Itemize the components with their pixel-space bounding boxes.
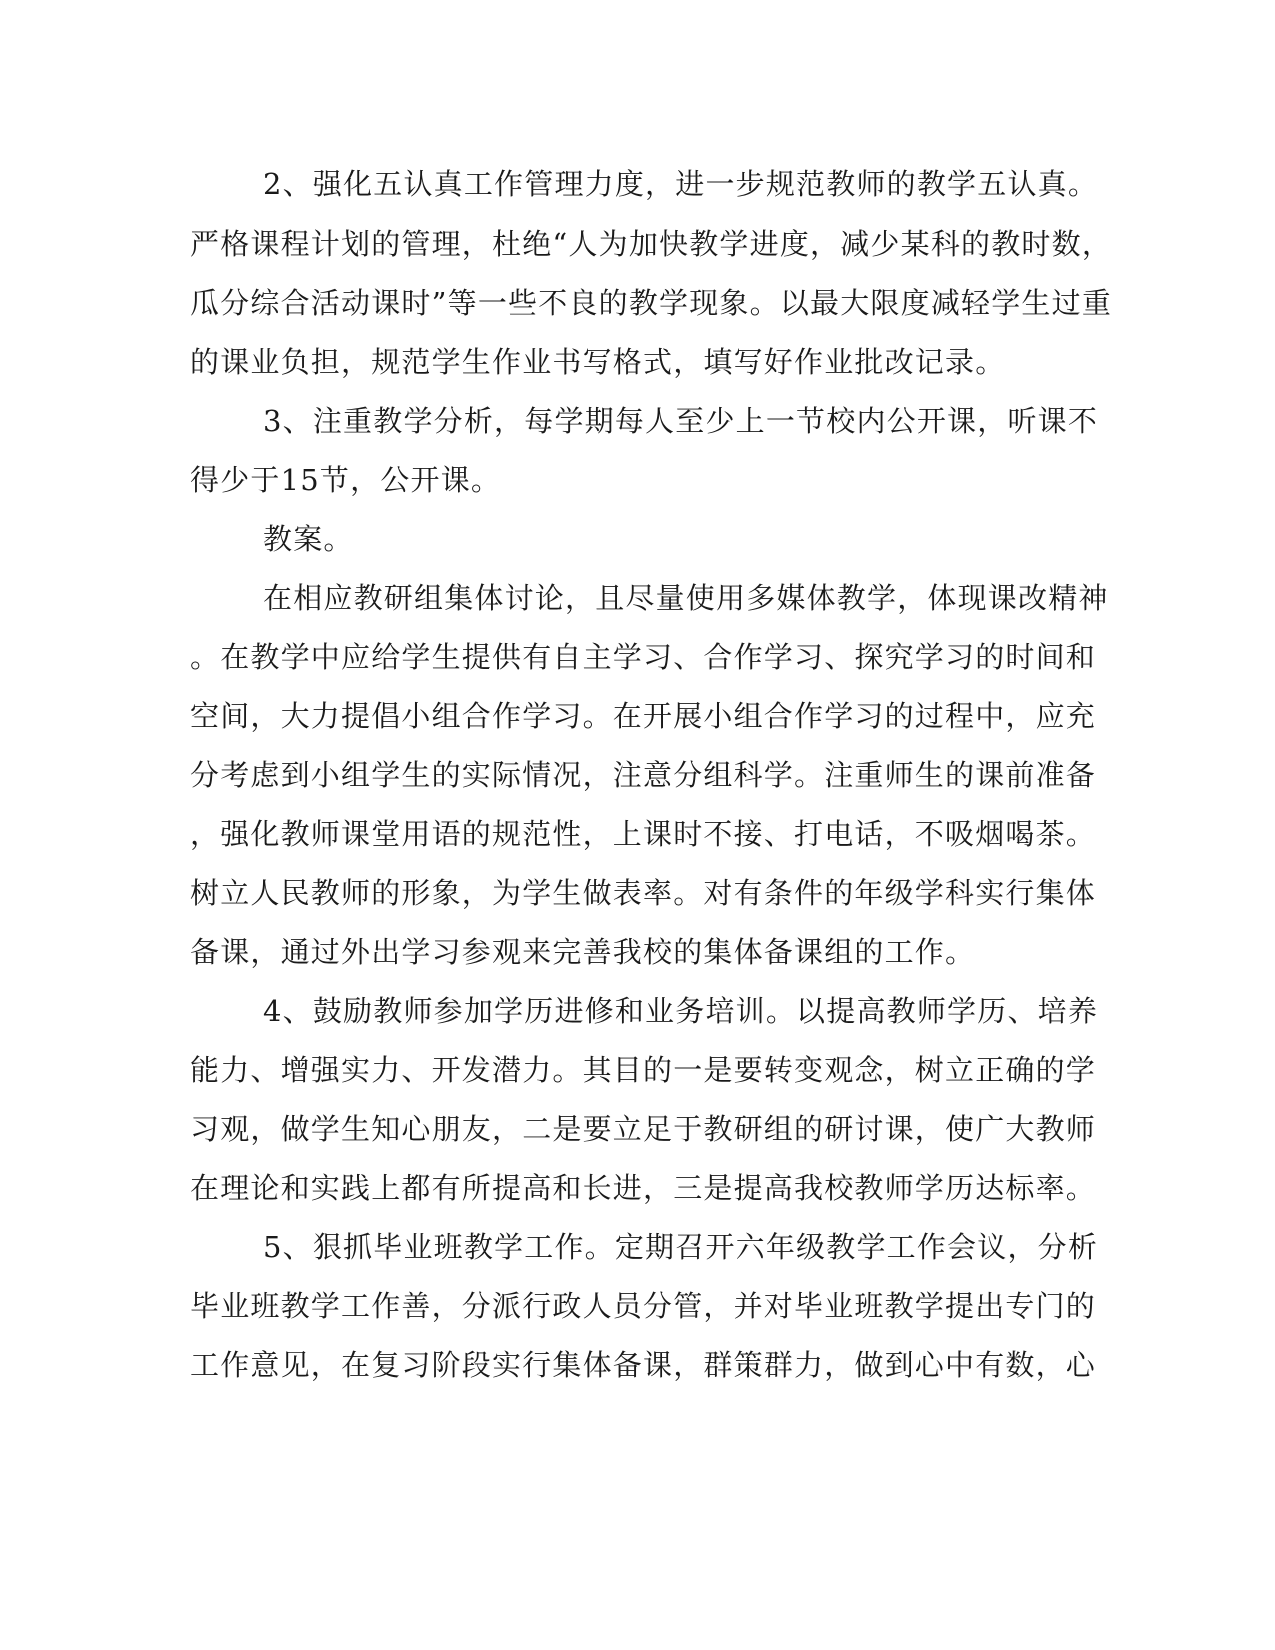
paragraph-4-line-1: 4、鼓励教师参加学历进修和业务培训。以提高教师学历、培养	[263, 994, 1099, 1028]
paragraph-lesson-plan: 教案。	[263, 522, 354, 556]
paragraph-5-line-3: 工作意见，在复习阶段实行集体备课，群策群力，做到心中有数，心	[190, 1348, 1097, 1382]
paragraph-4-line-2: 能力、增强实力、开发潜力。其目的一是要转变观念，树立正确的学	[190, 1053, 1097, 1087]
paragraph-discussion-line-5: ，强化教师课堂用语的规范性，上课时不接、打电话，不吸烟喝茶。	[190, 817, 1097, 851]
paragraph-5-line-2: 毕业班教学工作善，分派行政人员分管，并对毕业班教学提出专门的	[190, 1289, 1097, 1323]
paragraph-3-line-2: 得少于15节，公开课。	[190, 463, 502, 497]
paragraph-discussion-line-1: 在相应教研组集体讨论，且尽量使用多媒体教学，体现课改精神	[263, 581, 1109, 615]
paragraph-discussion-line-3: 空间，大力提倡小组合作学习。在开展小组合作学习的过程中，应充	[190, 699, 1097, 733]
paragraph-discussion-line-6: 树立人民教师的形象，为学生做表率。对有条件的年级学科实行集体	[190, 876, 1097, 910]
paragraph-2-line-3: 瓜分综合活动课时”等一些不良的教学现象。以最大限度减轻学生过重	[190, 286, 1113, 320]
paragraph-4-line-4: 在理论和实践上都有所提高和长进，三是提高我校教师学历达标率。	[190, 1171, 1097, 1205]
paragraph-discussion-line-4: 分考虑到小组学生的实际情况，注意分组科学。注重师生的课前准备	[190, 758, 1097, 792]
paragraph-3-line-1: 3、注重教学分析，每学期每人至少上一节校内公开课，听课不	[263, 404, 1099, 438]
paragraph-2-line-1: 2、强化五认真工作管理力度，进一步规范教师的教学五认真。	[263, 167, 1099, 201]
paragraph-2-line-2: 严格课程计划的管理，杜绝“人为加快教学进度，减少某科的教时数，	[190, 227, 1113, 261]
paragraph-5-line-1: 5、狠抓毕业班教学工作。定期召开六年级教学工作会议，分析	[263, 1230, 1099, 1264]
paragraph-2-line-4: 的课业负担，规范学生作业书写格式，填写好作业批改记录。	[190, 345, 1006, 379]
paragraph-4-line-3: 习观，做学生知心朋友，二是要立足于教研组的研讨课，使广大教师	[190, 1112, 1097, 1146]
paragraph-discussion-line-7: 备课，通过外出学习参观来完善我校的集体备课组的工作。	[190, 935, 976, 969]
paragraph-discussion-line-2: 。在教学中应给学生提供有自主学习、合作学习、探究学习的时间和	[190, 640, 1097, 674]
